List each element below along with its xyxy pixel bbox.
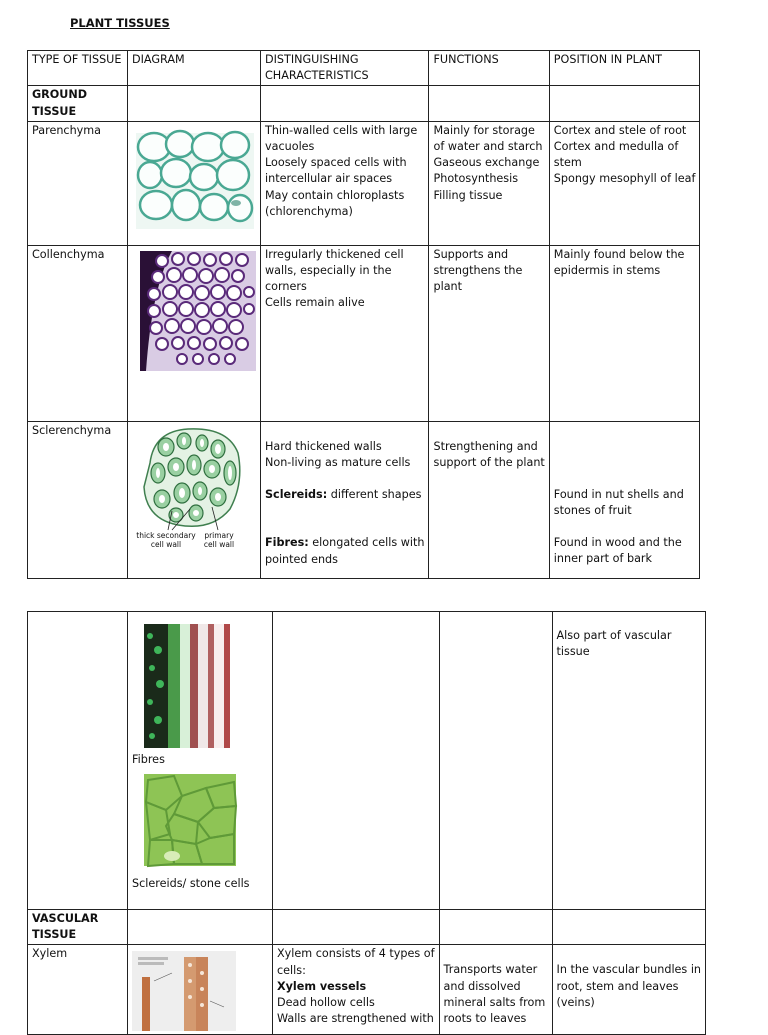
table-row-fibres-sclereids xyxy=(28,612,706,910)
sclerenchyma-functions: Strengthening and support of the plant xyxy=(429,421,549,578)
plant-tissues-table-2 xyxy=(27,611,706,1035)
header-row xyxy=(28,51,700,86)
vascular-tissue-row xyxy=(28,910,706,945)
table-row-sclerenchyma xyxy=(28,421,700,578)
plant-tissues-table-1 xyxy=(27,50,700,579)
parenchyma-name: Parenchyma xyxy=(28,121,128,245)
parenchyma-functions: Mainly for storage of water and starch Gaseous exchange Photosynthesis Filling tissue xyxy=(429,121,549,245)
xylem-characteristics: Xylem consists of 4 types of cells: Xylem vessels Dead hollow cells Walls are strengthened with xyxy=(273,945,440,1035)
sclerenchyma-name: Sclerenchyma xyxy=(28,421,128,578)
xylem-functions: Transports water and dissolved mineral salts from roots to leaves xyxy=(439,945,552,1035)
sclereids-label: Sclereids: xyxy=(265,488,328,502)
fibres-sclereids-diagram-cell xyxy=(128,612,273,910)
table-row-xylem xyxy=(28,945,706,1035)
vascular-tissue-heading: VASCULAR TISSUE xyxy=(28,910,128,945)
header-diagram: DIAGRAM xyxy=(128,51,261,86)
sclerenchyma-characteristics: Hard thickened walls Non-living as mature cells Sclereids: different shapes Fibres: elongated cells with pointed ends xyxy=(261,421,429,578)
sclerenchyma-diagram-cell xyxy=(128,421,261,578)
fibres-diagram xyxy=(144,624,268,748)
header-type: TYPE OF TISSUE xyxy=(28,51,128,86)
parenchyma-position: Cortex and stele of root Cortex and medulla of stem Spongy mesophyll of leaf xyxy=(549,121,700,245)
parenchyma-characteristics: Thin-walled cells with large vacuoles Loosely spaced cells with intercellular air spaces May contain chloroplasts (chlorenchyma) xyxy=(261,121,429,245)
xylem-vessels-label: Xylem vessels xyxy=(277,979,367,993)
sclereids-caption: Sclereids/ stone cells xyxy=(132,877,250,891)
fibres-label: Fibres: xyxy=(265,536,309,550)
xylem-diagram-cell xyxy=(128,945,273,1035)
xylem-position: In the vascular bundles in root, stem and leaves (veins) xyxy=(552,945,706,1035)
collenchyma-diagram-cell xyxy=(128,245,261,421)
xylem-diagram xyxy=(132,951,242,1031)
table-row-parenchyma xyxy=(28,121,700,245)
collenchyma-position: Mainly found below the epidermis in stems xyxy=(549,245,700,421)
collenchyma-characteristics: Irregularly thickened cell walls, especially in the corners Cells remain alive xyxy=(261,245,429,421)
collenchyma-diagram xyxy=(132,247,256,371)
parenchyma-diagram xyxy=(132,125,256,233)
ground-tissue-heading: GROUND TISSUE xyxy=(28,86,128,121)
parenchyma-diagram-cell xyxy=(128,121,261,245)
sclerenchyma-position: Found in nut shells and stones of fruit Found in wood and the inner part of bark xyxy=(549,421,700,578)
page-title: PLANT TISSUES xyxy=(70,16,170,30)
xylem-name: Xylem xyxy=(28,945,128,1035)
collenchyma-functions: Supports and strengthens the plant xyxy=(429,245,549,421)
header-position: POSITION IN PLANT xyxy=(549,51,700,86)
fibres-position: Also part of vascular tissue xyxy=(552,612,706,910)
header-functions: FUNCTIONS xyxy=(429,51,549,86)
collenchyma-name: Collenchyma xyxy=(28,245,128,421)
header-characteristics: DISTINGUISHING CHARACTERISTICS xyxy=(261,51,429,86)
label-primary-cell-wall: primary cell wall xyxy=(203,530,235,549)
ground-tissue-row xyxy=(28,86,700,121)
sclereids-diagram xyxy=(144,774,268,870)
fibres-caption: Fibres xyxy=(132,753,165,766)
label-thick-secondary-cell-wall: thick secondary cell wall xyxy=(136,530,196,549)
table-row-collenchyma xyxy=(28,245,700,421)
